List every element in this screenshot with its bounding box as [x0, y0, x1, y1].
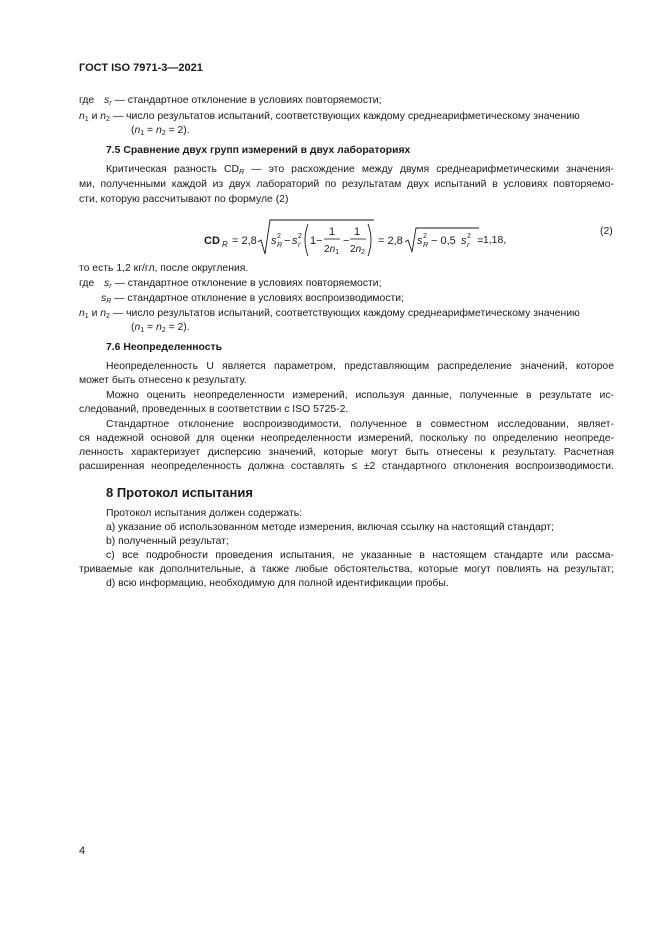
sr-definition: $s_r$ — стандартное отклонение в условиях повторяемости;: [104, 95, 382, 107]
formula-number: (2): [600, 226, 613, 237]
svg-text:2: 2: [298, 233, 302, 240]
svg-text:2: 2: [467, 233, 471, 240]
protocol-item-a: a) указание об использованном методе измерения, включая ссылку на настоящий стандарт;: [106, 522, 554, 533]
svg-text:−: −: [343, 235, 350, 247]
uncertainty-p1-line-1: Неопределенность U является параметром, представляющим распределение значений, которое: [106, 361, 614, 372]
svg-text:1: 1: [329, 226, 336, 238]
uncertainty-p3-line-3: ленность характеризует дисперсию значений, которые могут быть отнесены к результату. Расчетная: [79, 447, 614, 458]
svg-text:= 2,8: = 2,8: [378, 235, 403, 247]
n-equality-2: $(n_1 = n_2 = 2)$.: [131, 322, 190, 334]
svg-text:2n2: $2n_2$: [350, 244, 366, 256]
paragraph-7-5-line-3: сти, которую рассчитывают по формуле (2): [79, 194, 289, 205]
protocol-item-c-line-2: триваемые как дополнительные, а также любые обстоятельства, которые могут повлиять на результат;: [79, 564, 614, 575]
page-number: 4: [79, 845, 86, 857]
svg-text:2: 2: [277, 233, 281, 240]
paragraph-7-5-line-1: Критическая разность $CD_R$ — это расхождение между двумя среднеарифметическими значения-: [106, 164, 614, 176]
rounding-note: то есть 1,2 кг/гл, после округления.: [79, 263, 249, 274]
svg-text:s: s: [271, 235, 277, 247]
svg-text:2n1: $2n_1$: [324, 244, 340, 256]
sR-definition: $s_R$ — стандартное отклонение в условиях воспроизводимости;: [101, 293, 404, 305]
n-equality: $(n_1 = n_2 = 2)$.: [131, 125, 190, 137]
sr-definition-2: $s_r$ — стандартное отклонение в условиях повторяемости;: [104, 278, 382, 290]
section-7-5-title: 7.5 Сравнение двух групп измерений в двух лабораториях: [106, 145, 411, 156]
uncertainty-p3-line-4: расширенная неопределенность должна составлять ≤ ±2 стандартного отклонения воспроизводимости.: [79, 461, 614, 472]
svg-text:CD: CD: [204, 235, 220, 247]
document-header: ГОСТ ISO 7971-3—2021: [79, 62, 203, 74]
svg-text:1: 1: [354, 226, 361, 238]
uncertainty-p3-line-2: ся надежной основой для оценки неопределенности измерений, поскольку по определению неопреде-: [79, 433, 614, 444]
formula-cd-r: [204, 216, 507, 266]
svg-text:= 2,8: = 2,8: [232, 235, 257, 247]
section-7-6-title: 7.6 Неопределенность: [106, 342, 222, 353]
svg-text:− 0,5: − 0,5: [431, 235, 456, 247]
protocol-item-c-line-1: c) все подробности проведения испытания, не указанные в настоящем стандарте или рассма-: [106, 550, 614, 561]
uncertainty-p2-line-1: Можно оценить неопределенности измерений, используя данные, полученные в результате ис-: [106, 390, 614, 401]
svg-text:−: −: [284, 235, 291, 247]
n-symbols: $n_1$ и $n_2$ — число результатов испытаний, соответствующих каждому среднеарифметическому значению: [79, 111, 580, 123]
uncertainty-p3-line-1: Стандартное отклонение воспроизводимости, полученное в совместном исследовании, являет-: [106, 419, 614, 430]
svg-text:2: 2: [423, 233, 427, 240]
where-label: где: [79, 95, 95, 106]
protocol-intro: Протокол испытания должен содержать:: [106, 508, 303, 519]
n-symbols-2: $n_1$ и $n_2$ — число результатов испытаний, соответствующих каждому среднеарифметическому значению: [79, 308, 580, 320]
svg-text:r: r: [467, 242, 470, 249]
section-8-title: 8 Протокол испытания: [106, 485, 253, 500]
uncertainty-p2-line-2: следований, проведенных в соответствии с ISO 5725-2.: [79, 404, 349, 415]
paragraph-7-5-line-2: ми, полученными каждой из двух лабораторий по результатам двух испытаний в условиях повторяемо-: [79, 179, 614, 190]
svg-text:s: s: [417, 235, 423, 247]
where-label-2: где: [79, 278, 95, 289]
svg-text:=: =: [477, 235, 484, 247]
svg-text:1−: 1−: [310, 235, 323, 247]
svg-text:s: s: [292, 235, 298, 247]
svg-text:R: R: [277, 242, 283, 249]
svg-text:s: s: [461, 235, 467, 247]
protocol-item-b: b) полученный результат;: [106, 536, 229, 547]
svg-text:R: R: [423, 242, 429, 249]
svg-text:r: r: [298, 242, 301, 249]
protocol-item-d: d) всю информацию, необходимую для полной идентификации пробы.: [106, 578, 449, 589]
uncertainty-p1-line-2: может быть отнесено к результату.: [79, 375, 247, 386]
formula-result: 1,18,: [483, 235, 507, 246]
svg-text:R: R: [222, 240, 228, 249]
